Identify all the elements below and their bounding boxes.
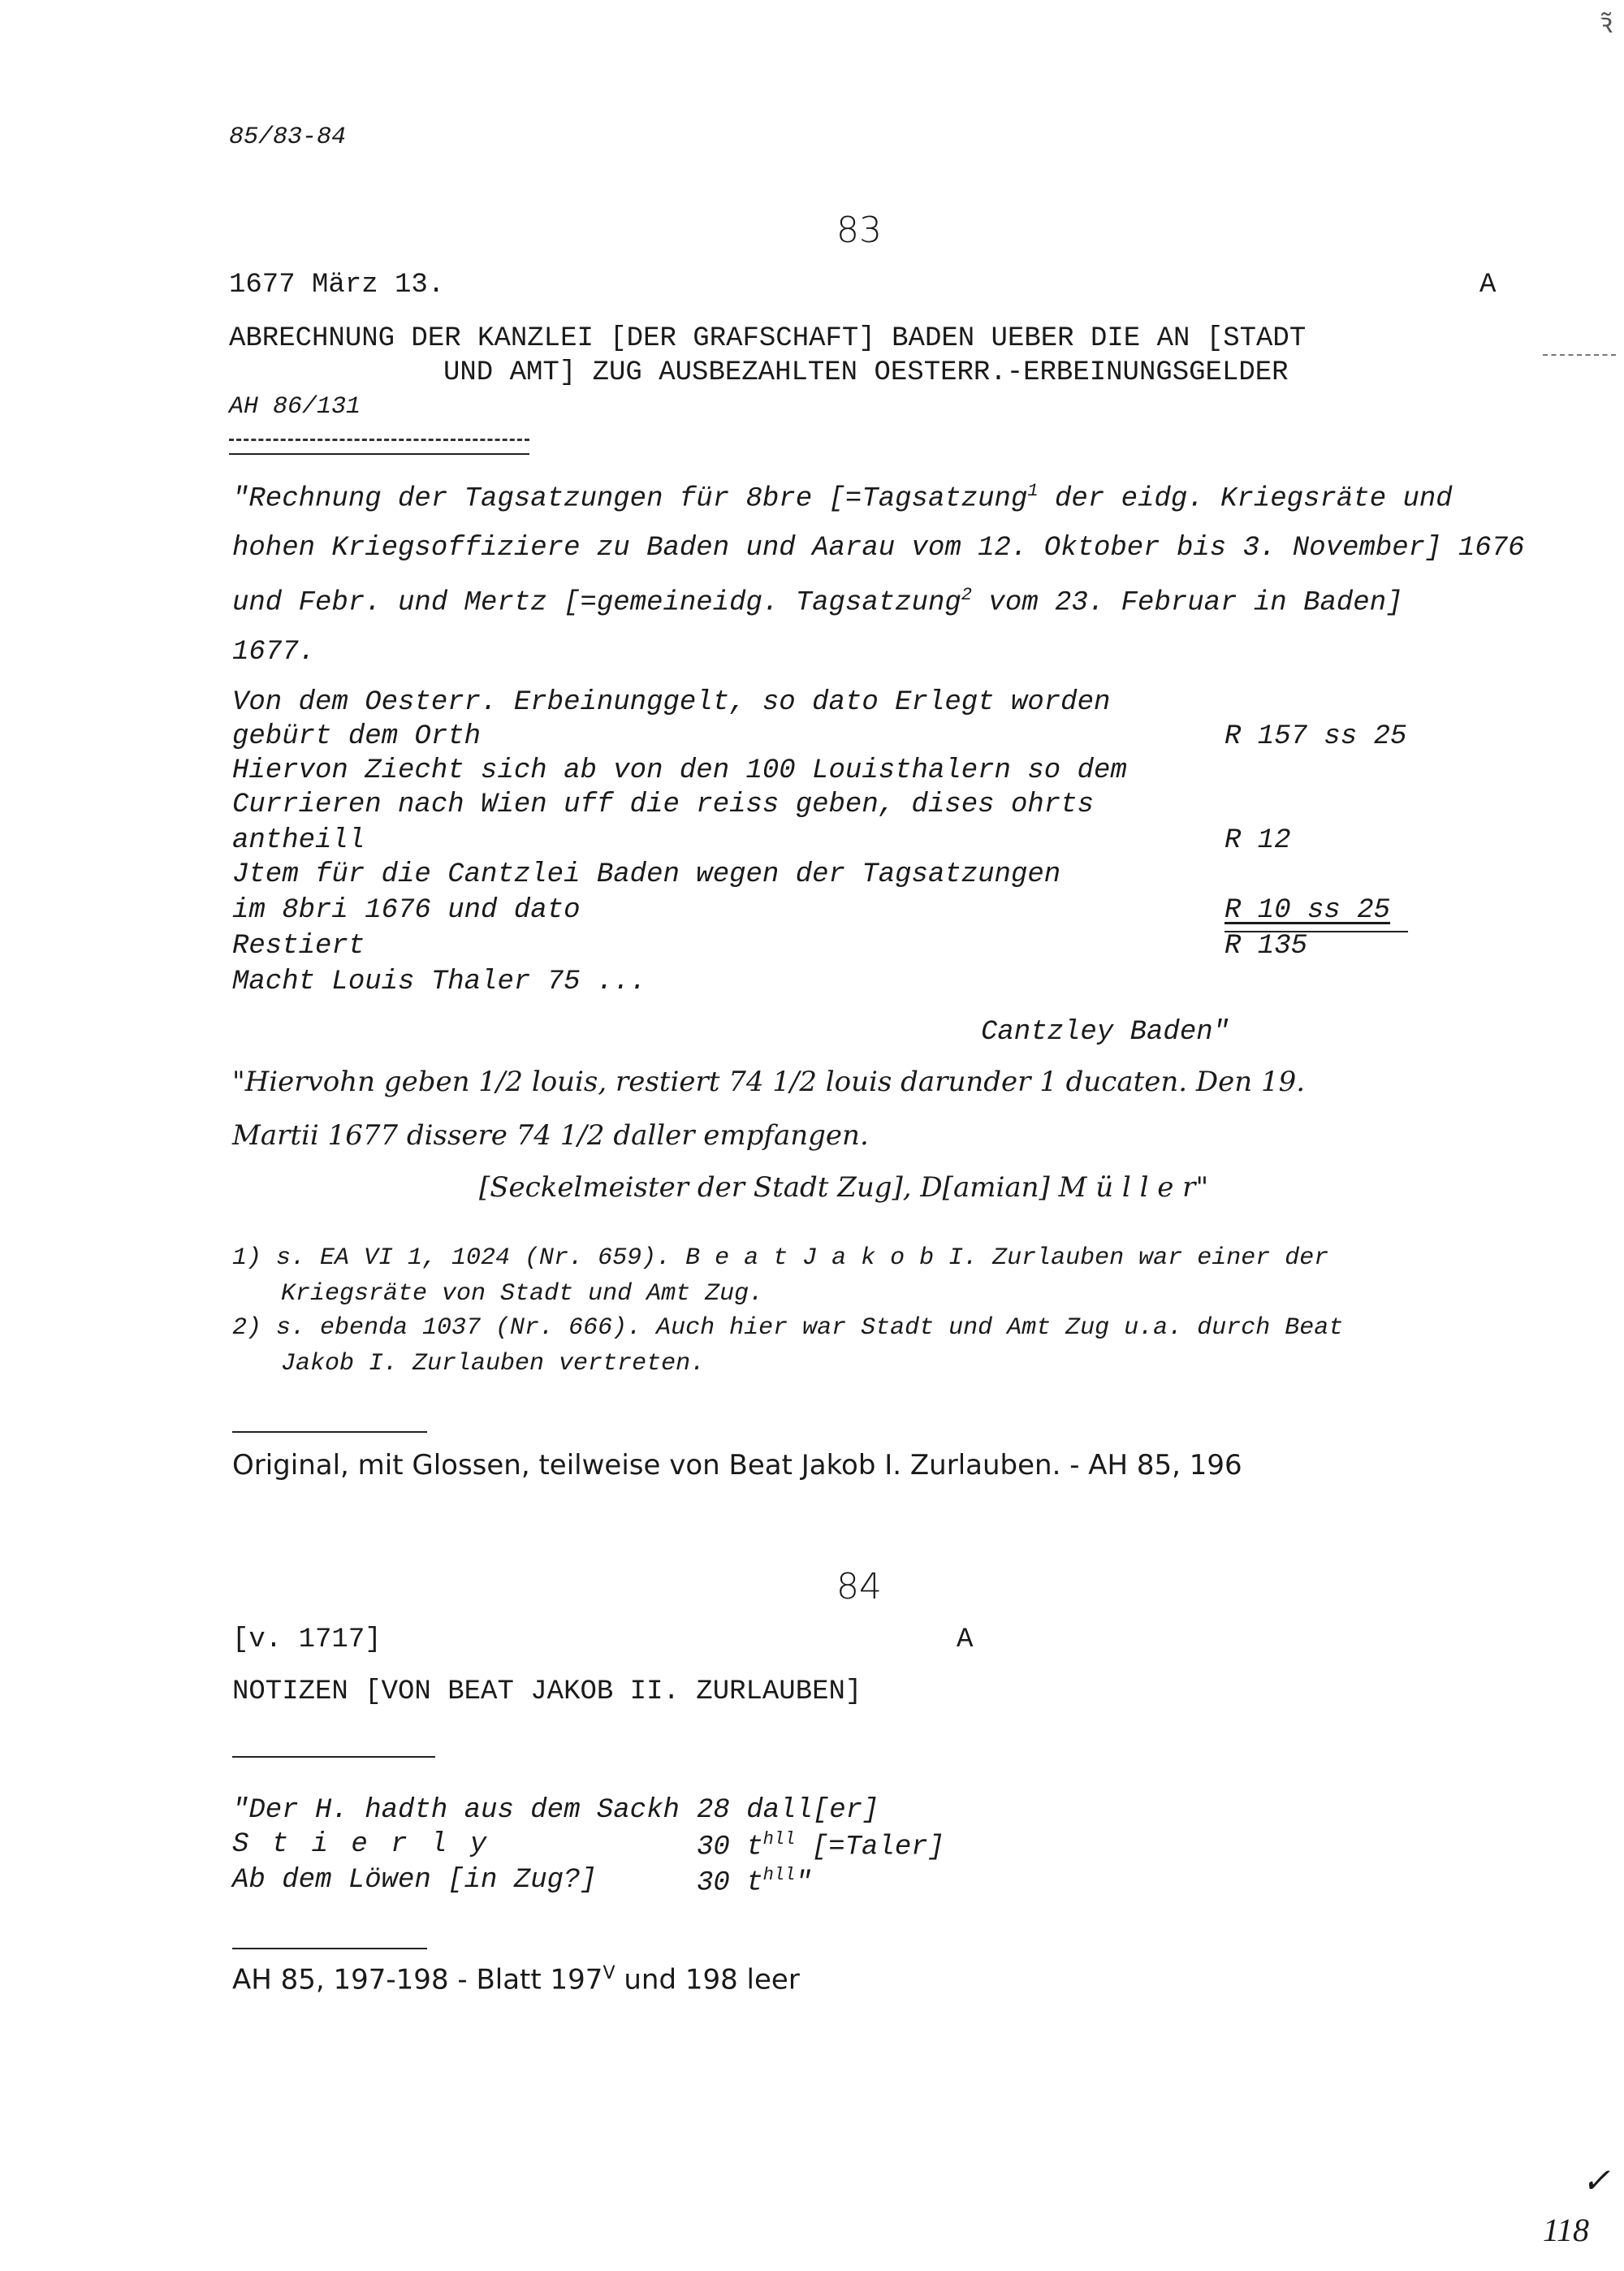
title-83-line1: ABRECHNUNG DER KANZLEI [DER GRAFSCHAFT] BADEN UEBER DIE AN [STADT	[229, 323, 1307, 354]
note-row: Ab dem Löwen [in Zug?]	[232, 1865, 597, 1896]
separator-84	[232, 1756, 435, 1758]
para-text-1a: "Rechnung der Tagsatzungen für 8bre [=Tagsatzung	[232, 483, 1028, 515]
title-84: NOTIZEN [VON BEAT JAKOB II. ZURLAUBEN]	[232, 1676, 862, 1707]
folio-number: 118	[1543, 2212, 1590, 2248]
note-amount-sup: hll	[762, 1865, 796, 1885]
signature-83: AH 86/131	[229, 393, 361, 421]
document-date-84: [v. 1717]	[232, 1624, 382, 1655]
closing-signature: Cantzley Baden"	[981, 1017, 1230, 1048]
footnote-1-cont: Kriegsräte von Stadt und Amt Zug.	[281, 1280, 764, 1308]
account-row: Von dem Oesterr. Erbeinunggelt, so dato Erlegt worden	[232, 687, 1111, 718]
note-amount-after: "	[795, 1867, 812, 1899]
source-84-sup: V	[603, 1962, 615, 1983]
source-84-text: AH 85, 197-198 - Blatt 197	[232, 1963, 603, 1996]
title-83-line2: UND AMT] ZUG AUSBEZAHLTEN OESTERR.-ERBEINUNGSGELDER	[443, 357, 1289, 388]
para-text-1b: der eidg. Kriegsräte und	[1055, 483, 1453, 515]
paragraph-line-3	[232, 585, 1403, 618]
separator-83	[229, 439, 529, 441]
document-number-83: 83	[836, 210, 882, 251]
grade-84: A	[957, 1624, 974, 1655]
paragraph-line-4: 1677.	[232, 637, 316, 668]
footnote-1: 1) s. EA VI 1, 1024 (Nr. 659). B e a t J a k o b I. Zurlauben war einer der	[232, 1244, 1329, 1272]
paragraph-line-1	[232, 481, 1453, 514]
note-amount	[697, 1865, 812, 1898]
gloss-line-3: [Seckelmeister der Stadt Zug], D[amian] M ü l l e r"	[479, 1171, 1209, 1204]
note-amount: 28 dall[er]	[697, 1795, 879, 1826]
account-amount: R 12	[1224, 825, 1291, 856]
footnote-2-cont: Jakob I. Zurlauben vertreten.	[281, 1350, 706, 1378]
account-row: Macht Louis Thaler 75 ...	[232, 967, 647, 997]
archive-reference: 85/83-84	[229, 123, 347, 151]
note-amount-value: 30 t	[697, 1867, 763, 1899]
note-amount-value: 30 t	[697, 1832, 763, 1863]
note-row: S t i e r l y	[232, 1829, 490, 1860]
source-rule-84	[232, 1948, 427, 1949]
account-amount-total: R 135	[1224, 931, 1308, 962]
account-amount-subtotal: R 10 ss 25	[1224, 895, 1391, 926]
check-mark: ✓	[1582, 2163, 1611, 2200]
account-amount: R 157 ss 25	[1224, 721, 1407, 752]
document-number-84: 84	[836, 1566, 882, 1607]
account-row: gebürt dem Orth	[232, 721, 482, 752]
gloss-line-2: Martii 1677 dissere 74 1/2 daller empfangen.	[232, 1119, 869, 1152]
account-row: antheill	[232, 825, 365, 856]
corner-mark: ꝛ̃	[1599, 9, 1613, 39]
footnote-ref-2: 2	[961, 585, 973, 605]
account-row: Hiervon Ziecht sich ab von den 100 Louisthalern so dem	[232, 755, 1127, 786]
source-rule-83	[232, 1431, 427, 1433]
para-text-3b: vom 23. Februar in Baden]	[988, 587, 1403, 619]
footnote-ref-1: 1	[1027, 481, 1039, 501]
note-row: "Der H. hadth aus dem Sackh	[232, 1795, 680, 1826]
note-amount-after: [=Taler]	[795, 1832, 945, 1863]
source-84	[232, 1962, 800, 1996]
account-row: Currieren nach Wien uff die reiss geben, dises ohrts	[232, 789, 1094, 820]
para-text-3a: und Febr. und Mertz [=gemeineidg. Tagsatzung	[232, 587, 961, 619]
footnote-2: 2) s. ebenda 1037 (Nr. 666). Auch hier war Stadt und Amt Zug u.a. durch Beat	[232, 1314, 1344, 1342]
source-83: Original, mit Glossen, teilweise von Beat Jakob I. Zurlauben. - AH 85, 196	[232, 1449, 1242, 1482]
document-date-83: 1677 März 13.	[229, 270, 445, 301]
paragraph-line-2: hohen Kriegsoffiziere zu Baden und Aarau vom 12. Oktober bis 3. November] 1676	[232, 533, 1525, 564]
note-amount-sup: hll	[762, 1829, 796, 1849]
account-row: im 8bri 1676 und dato	[232, 895, 581, 926]
gloss-line-1: "Hiervohn geben 1/2 louis, restiert 74 1/2 louis darunder 1 ducaten. Den 19.	[232, 1066, 1306, 1098]
note-amount	[697, 1829, 944, 1862]
margin-dash	[1543, 354, 1616, 356]
account-row: Jtem für die Cantzlei Baden wegen der Tagsatzungen	[232, 859, 1061, 890]
separator-83b	[229, 453, 529, 455]
source-84-tail: und 198 leer	[615, 1963, 800, 1996]
account-row: Restiert	[232, 931, 365, 962]
grade-83: A	[1479, 270, 1497, 301]
